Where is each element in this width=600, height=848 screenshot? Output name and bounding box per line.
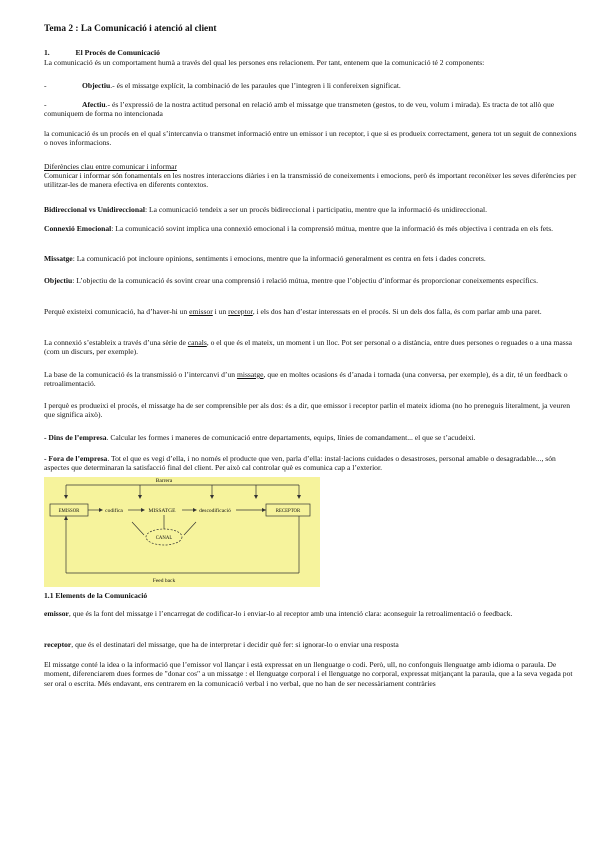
paragraph-understand: I perquè es produeixi el procés, el missatge ha de ser comprensible per als dos: és a dir, que emissor i receptor parlin el mateix idioma (no ho preneguis literalment, ja veuren que significa això). — [44, 401, 571, 420]
receptor-label: RECEPTOR — [275, 509, 301, 514]
inside-text: . Calcular les formes i maneres de comunicació entre departaments, equips, línies de comandament... el que se t’acudeixi. — [106, 433, 476, 442]
section-1-1-heading: 1.1 Elements de la Comunicació — [44, 591, 148, 600]
difference-objective — [44, 276, 580, 285]
bullet-text: .- és el missatge explícit, la combinació de les paraules que l’integren i li confereixen significat. — [110, 81, 401, 90]
closing-paragraph: El missatge conté la idea o la informació que l’emissor vol llançar i està expressat en un llenguatge o codi. Però, ull, no confonguis llenguatge amb idioma o paraula. De moment, diferenciarem dues formes de "donar cos" a un missatge : el llenguatge corporal i el llenguatge no corporal, expressat mitjançant la paraula, que a la seva vegada pot ser oral o escrita. Més endavant, ens centrarem en la comunicació verbal i no verbal, que no han de ser necessàriament contràries — [44, 660, 573, 688]
term-receptor: receptor — [228, 307, 253, 316]
text: i un — [212, 307, 229, 316]
bullet-afectiu — [44, 100, 580, 119]
bullet-objectiu — [44, 81, 580, 90]
difference-term: Objectiu — [44, 276, 73, 285]
communication-diagram — [44, 477, 320, 587]
bullet-dash: - — [44, 100, 47, 109]
outside-text: . Tot el que es vegi d’ella, i no només el producte que ven, parla d’ella: instal·lacions cuidades o desastroses, personal amable o desagradable..., són aspectes que determinaran la satisfacció final del client. Per això cal controlar què es comunica cap a l’exterior. — [44, 454, 556, 473]
difference-term: Connexió Emocional — [44, 224, 112, 233]
element-receptor — [44, 640, 580, 649]
paragraph-outside-company — [44, 454, 580, 473]
term-missatge: missatge — [236, 370, 264, 379]
differences-heading: Diferències clau entre comunicar i informar — [44, 162, 178, 171]
differences-intro: Comunicar i informar són fonamentals en les nostres interaccions diàries i en la transmissió de coneixements i emocions, però és important reconèixer les seves diferències per utilitzar-les de manera efectiva en diferents contextos. — [44, 171, 577, 190]
paragraph-existence — [44, 307, 580, 316]
difference-message — [44, 254, 580, 263]
page-title: Tema 2 : La Comunicació i atenció al client — [44, 24, 217, 34]
outside-term: - Fora de l’empresa — [44, 454, 108, 463]
canal-label: CANAL — [155, 536, 173, 541]
difference-text: : La comunicació pot incloure opinions, sentiments i emocions, mentre que la informació generalment es centra en fets i dades concrets. — [72, 254, 486, 263]
section-1-heading — [44, 48, 580, 57]
codifica-label: codifica — [105, 508, 123, 514]
bullet-dash: - — [44, 81, 47, 90]
descodificacio-label: descodificació — [199, 508, 231, 514]
section-number: 1. — [44, 48, 50, 57]
missatge-label: MISSATGE — [148, 508, 176, 514]
paragraph-channel — [44, 338, 580, 357]
text: Perquè existeixi comunicació, ha d’haver-hi un — [44, 307, 190, 316]
text: , o el que és el mateix, un moment i un lloc. Pot ser personal o a distància, entre dues persones o reguades o a una massa (com un discurs, per exemple). — [44, 338, 573, 357]
element-term: emissor — [44, 609, 69, 618]
section-1-summary: la comunicació és un procés en el qual s’intercanvia o transmet informació entre un emissor i un receptor, i que si es produeix correctament, genera tot un seguit de connexions o noves informacions. — [44, 129, 577, 148]
difference-text: : L’objectiu de la comunicació és sovint crear una comprensió i relació mútua, mentre que l’objectiu d’informar és proporcionar coneixements específics. — [72, 276, 538, 285]
difference-text: : La comunicació tendeix a ser un procés bidireccional i participatiu, mentre que la informació és unidireccional. — [144, 205, 487, 214]
element-emissor — [44, 609, 580, 618]
element-term: receptor — [44, 640, 72, 649]
difference-emotional — [44, 224, 580, 233]
paragraph-inside-company — [44, 433, 580, 442]
term-canals: canals — [187, 338, 207, 347]
emissor-label: EMISSOR — [58, 509, 80, 514]
text: La base de la comunicació és la transmissió o l’intercanvi d’un — [44, 370, 237, 379]
paragraph-base — [44, 370, 580, 389]
bullet-text: .- és l’expressió de la nostra actitud personal en relació amb el missatge que transmeten (gestos, to de veu, volum i mirada). Es tracta de tot allò que comuniquem de forma no intencionada — [44, 100, 555, 119]
text: La connexió s’estableix a través d’una sèrie de — [44, 338, 188, 347]
difference-term: Bidireccional vs Unidireccional — [44, 205, 145, 214]
difference-term: Missatge — [44, 254, 73, 263]
feedback-label: Feed back — [152, 578, 176, 584]
element-text: , que és la font del missatge i l’encarregat de codificar-lo i enviar-lo al receptor amb una intenció clara: aconseguir la retroalimentació o feedback. — [68, 609, 513, 618]
element-text: , que és el destinatari del missatge, que ha de interpretar i decidir què fer: si ignorar-lo o enviar una resposta — [71, 640, 399, 649]
diagram-background — [44, 477, 320, 587]
bullet-term: Objectiu — [82, 81, 111, 90]
text: , i els dos han d’estar interessats en el procés. Si un dels dos falla, és com parlar amb una paret. — [252, 307, 542, 316]
barrier-label: Barrera — [155, 478, 173, 484]
section-1-intro: La comunicació és un comportament humà a través del qual les persones ens relacionem. Per tant, entenem que la comunicació té 2 components: — [44, 58, 485, 67]
difference-bidirectional — [44, 205, 580, 214]
inside-term: - Dins de l’empresa — [44, 433, 107, 442]
text: , que en moltes ocasions és d’anada i tornada (una conversa, per exemple), és a dir, té un feedback o retroalimentació. — [44, 370, 568, 389]
section-title: El Procés de Comunicació — [75, 48, 160, 57]
bullet-term: Afectiu — [82, 100, 106, 109]
difference-text: : La comunicació sovint implica una connexió emocional i la comprensió mútua, mentre que la informació és més objectiva i centrada en els fets. — [111, 224, 554, 233]
term-emissor: emissor — [189, 307, 213, 316]
